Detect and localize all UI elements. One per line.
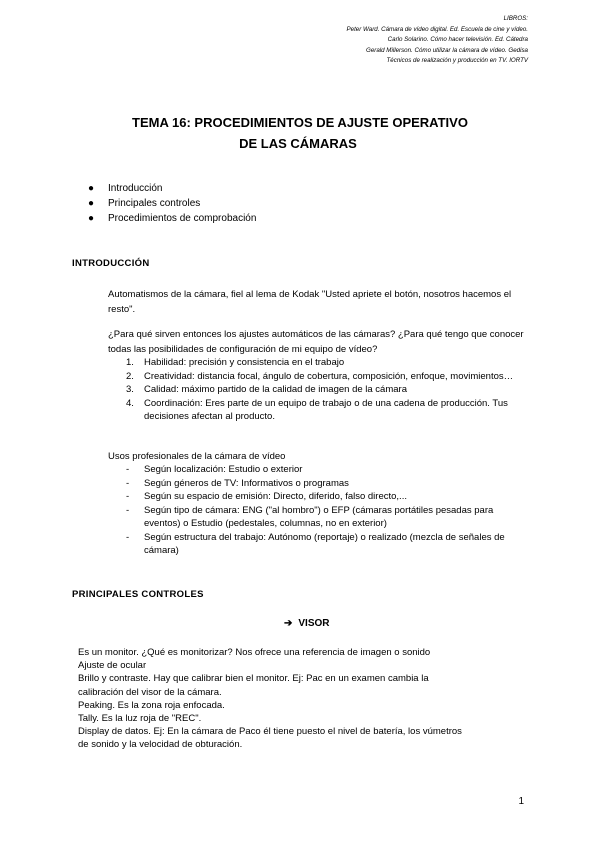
bibliography-line: Peter Ward. Cámara de vídeo digital. Ed. Escuela de cine y vídeo. <box>346 25 528 33</box>
contents-item <box>88 211 256 226</box>
list-item-text: Calidad: máximo partido de la calidad de imagen de la cámara <box>144 384 407 395</box>
bibliography-line: Técnicos de realización y producción en TV. IORTV <box>386 57 528 65</box>
contents-list <box>88 181 256 226</box>
list-item-text: Según estructura del trabajo: Autónomo (reportaje) o realizado (mezcla de señales de cámara) <box>144 531 505 556</box>
intro-paragraph-1: Automatismos de la cámara, fiel al lema de Kodak "Usted apriete el botón, nosotros hacemos el resto". <box>108 289 512 315</box>
text-line: Es un monitor. ¿Qué es monitorizar? Nos ofrece una referencia de imagen o sonido <box>78 647 431 658</box>
visor-heading <box>284 618 330 629</box>
text-line: calibración del visor de la cámara. <box>78 686 222 698</box>
contents-item <box>88 196 256 211</box>
list-number: 1. <box>126 357 134 368</box>
usos-list <box>126 463 528 558</box>
list-item <box>126 383 526 397</box>
document-title <box>0 112 600 154</box>
contents-item <box>88 181 256 196</box>
list-number: 3. <box>126 384 134 395</box>
list-item-text: Creatividad: distancia focal, ángulo de cobertura, composición, enfoque, movimientos… <box>144 370 514 382</box>
list-item-text: Según localización: Estudio o exterior <box>144 464 303 475</box>
dash-bullet: - <box>126 531 130 543</box>
contents-item-label: Principales controles <box>108 198 201 209</box>
bullet-icon: ● <box>88 198 95 209</box>
text-line: Ajuste de ocular <box>78 660 147 672</box>
bibliography-line: Carlo Solarino. Cómo hacer televisión. Ed. Cátedra <box>387 36 528 44</box>
visor-label: VISOR <box>298 618 330 629</box>
list-item <box>126 397 526 424</box>
bibliography-heading: LIBROS: <box>503 15 528 22</box>
title-line-2: DE LAS CÁMARAS <box>239 136 357 151</box>
list-item <box>126 463 528 477</box>
list-item-text: Habilidad: precisión y consistencia en el trabajo <box>144 357 345 368</box>
list-number: 2. <box>126 370 134 382</box>
bibliography <box>347 14 528 67</box>
section-heading-introduccion: INTRODUCCIÓN <box>72 258 150 269</box>
intro-paragraph-2: ¿Para qué sirven entonces los ajustes automáticos de las cámaras? ¿Para qué tengo que conocer todas las posibilidades de configuración de mi equipo de vídeo? <box>108 329 524 355</box>
list-item-text: Coordinación: Eres parte de un equipo de trabajo o de una cadena de producción. Tus decisiones afectan al producto. <box>144 397 508 422</box>
dash-bullet: - <box>126 477 130 489</box>
list-item <box>126 531 528 558</box>
contents-item-label: Procedimientos de comprobación <box>108 213 257 224</box>
text-line: Peaking. Es la zona roja enfocada. <box>78 699 225 711</box>
arrow-right-icon: ➔ <box>284 618 293 629</box>
list-item <box>126 490 528 504</box>
usos-heading: Usos profesionales de la cámara de vídeo <box>108 451 286 462</box>
list-number: 4. <box>126 397 134 409</box>
dash-bullet: - <box>126 504 130 516</box>
title-line-1: TEMA 16: PROCEDIMIENTOS DE AJUSTE OPERATIVO <box>132 115 468 130</box>
list-item <box>126 477 528 491</box>
section-heading-principales-controles: PRINCIPALES CONTROLES <box>72 589 204 600</box>
list-item <box>126 504 528 531</box>
text-line: Brillo y contraste. Hay que calibrar bien el monitor. Ej: Pac en un examen cambia la <box>78 673 429 685</box>
text-line: Tally. Es la luz roja de "REC". <box>78 713 202 725</box>
page-number: 1 <box>518 796 524 807</box>
bullet-icon: ● <box>88 213 95 224</box>
reasons-list <box>126 356 526 424</box>
bullet-icon: ● <box>88 183 95 194</box>
text-line: Display de datos. Ej: En la cámara de Paco él tiene puesto el nivel de batería, los vúmetros <box>78 726 462 738</box>
dash-bullet: - <box>126 491 130 502</box>
visor-text <box>78 646 528 752</box>
list-item-text: Según géneros de TV: Informativos o programas <box>144 477 349 489</box>
contents-item-label: Introducción <box>108 183 163 194</box>
list-item <box>126 356 526 370</box>
bibliography-line: Gerald Millerson. Cómo utilizar la cámara de vídeo. Gedisa <box>366 46 528 54</box>
list-item-text: Según tipo de cámara: ENG ("al hombro") o EFP (cámaras portátiles pesadas para eventos) o Estudio (pedestales, columnas, no en exterior) <box>144 504 494 529</box>
text-line: de sonido y la velocidad de obturación. <box>78 739 243 751</box>
list-item <box>126 370 526 384</box>
dash-bullet: - <box>126 464 130 475</box>
list-item-text: Según su espacio de emisión: Directo, diferido, falso directo,... <box>144 491 407 502</box>
